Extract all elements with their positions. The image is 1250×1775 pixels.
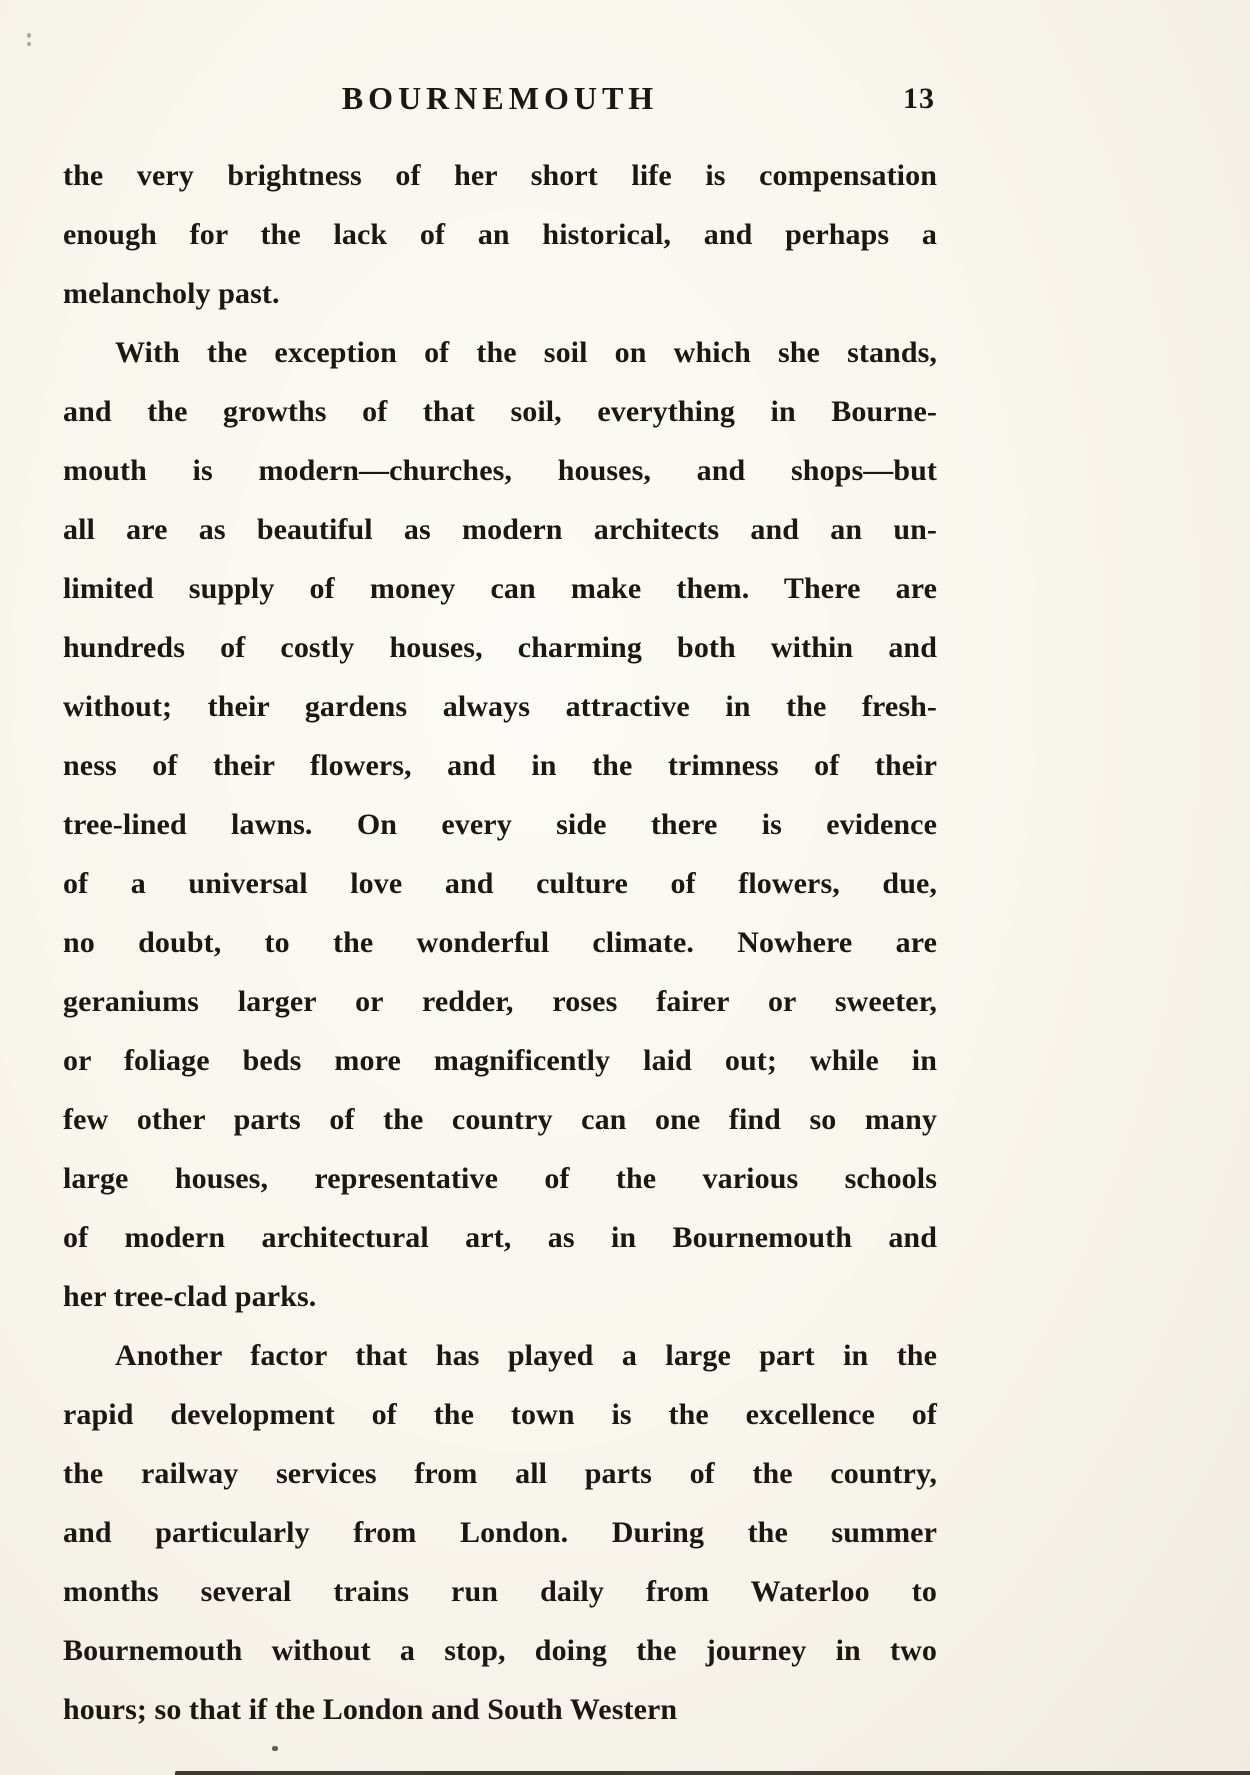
text-line: no doubt, to the wonderful climate. Nowhere are [63, 926, 937, 959]
paragraph [63, 1326, 937, 1739]
text-line: large houses, representative of the various schools [63, 1162, 937, 1195]
text-line: of modern architectural art, as in Bournemouth and [63, 1221, 937, 1254]
paragraph [63, 146, 937, 323]
scan-speck-artifact [272, 1746, 278, 1751]
text-line: her tree-clad parks. [63, 1280, 317, 1313]
text-line: enough for the lack of an historical, and perhaps a [63, 218, 937, 251]
text-column [63, 80, 937, 1739]
text-line: Another factor that has played a large part in the [115, 1339, 937, 1372]
text-line: rapid development of the town is the excellence of [63, 1398, 937, 1431]
text-line: or foliage beds more magnificently laid out; while in [63, 1044, 937, 1077]
page-number: 13 [903, 82, 935, 115]
text-line: tree-lined lawns. On every side there is evidence [63, 808, 937, 841]
text-line: and particularly from London. During the summer [63, 1516, 937, 1549]
text-line: With the exception of the soil on which she stands, [115, 336, 937, 369]
text-line: limited supply of money can make them. There are [63, 572, 937, 605]
text-line: hundreds of costly houses, charming both within and [63, 631, 937, 664]
scan-edge-artifact [175, 1771, 1250, 1775]
text-line: the railway services from all parts of the country, [63, 1457, 937, 1490]
text-line: and the growths of that soil, everything in Bourne- [63, 395, 937, 428]
body-text [63, 146, 937, 1739]
text-line: melancholy past. [63, 277, 280, 310]
text-line: few other parts of the country can one find so many [63, 1103, 937, 1136]
text-line: mouth is modern—churches, houses, and shops—but [63, 454, 937, 487]
text-line: ness of their flowers, and in the trimness of their [63, 749, 937, 782]
text-line: geraniums larger or redder, roses fairer or sweeter, [63, 985, 937, 1018]
text-line: all are as beautiful as modern architects and an un- [63, 513, 937, 546]
text-line: of a universal love and culture of flowers, due, [63, 867, 937, 900]
text-line: the very brightness of her short life is compensation [63, 159, 937, 192]
text-line: without; their gardens always attractive in the fresh- [63, 690, 937, 723]
paragraph [63, 323, 937, 1326]
text-line: Bournemouth without a stop, doing the journey in two [63, 1634, 937, 1667]
running-title: BOURNEMOUTH [341, 80, 659, 116]
page-header [63, 80, 937, 126]
text-line: months several trains run daily from Waterloo to [63, 1575, 937, 1608]
scan-speck-artifact [27, 33, 31, 38]
text-line: hours; so that if the London and South Western [63, 1693, 678, 1726]
